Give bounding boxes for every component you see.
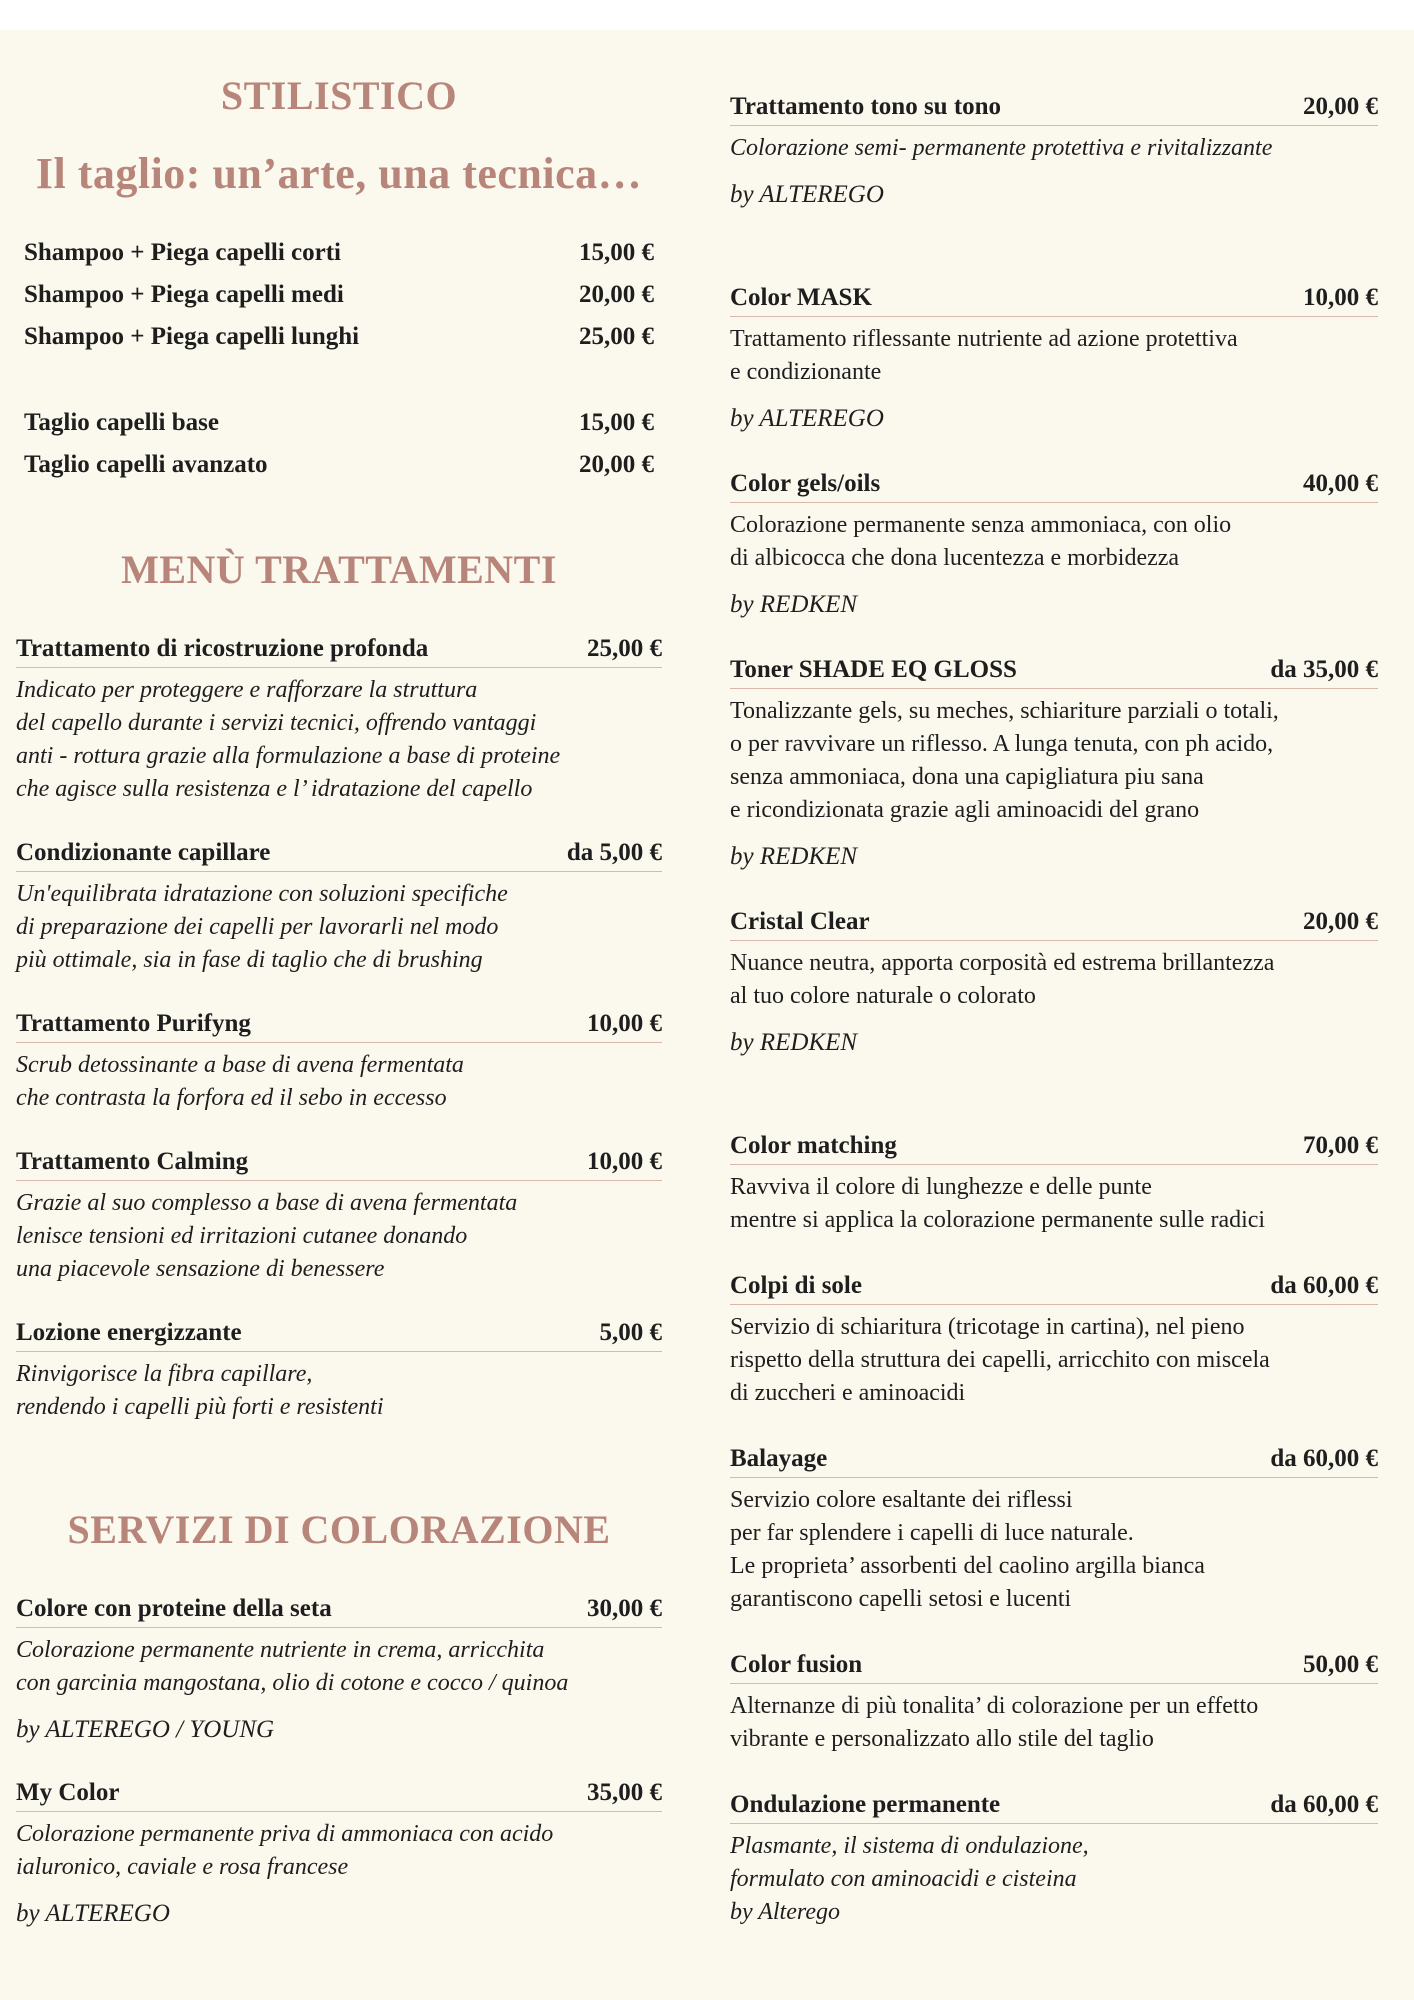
service-price: 15,00 € xyxy=(579,409,654,437)
menu-item xyxy=(730,1269,1378,1410)
item-price: 25,00 € xyxy=(587,635,662,663)
service-price: 20,00 € xyxy=(579,281,654,309)
item-header xyxy=(16,1316,662,1352)
item-name: Color MASK xyxy=(730,284,872,311)
item-description: Tonalizzante gels, su meches, schiariture parziali o totali, o per ravvivare un riflesso. A lunga tenuta, con ph acido, senza ammoniaca, dona una capigliatura piu sana e ricondizionata grazie agli aminoacidi del grano xyxy=(730,698,1279,823)
item-header xyxy=(730,1269,1378,1305)
shampoo-price-list xyxy=(16,232,662,486)
item-name: Lozione energizzante xyxy=(16,1319,242,1347)
section-title-stilistico: STILISTICO xyxy=(220,73,458,118)
item-description: Indicato per proteggere e rafforzare la struttura del capello durante i servizi tecnici, offrendo vantaggi anti - rottura grazie alla formulazione a base di proteine che agisce sulla resistenza e l’ idratazione del capello xyxy=(16,677,561,803)
item-brand: by ALTEREGO / YOUNG xyxy=(16,1716,275,1744)
item-name: Balayage xyxy=(730,1445,828,1472)
item-brand: by REDKEN xyxy=(730,591,858,618)
item-description: Alternanze di più tonalita’ di colorazione per un effetto vibrante e personalizzato allo stile del taglio xyxy=(730,1693,1259,1752)
menu-item xyxy=(730,905,1378,1059)
menu-item xyxy=(730,1442,1378,1616)
spacer xyxy=(24,358,654,402)
item-header xyxy=(16,1145,662,1181)
item-price: 35,00 € xyxy=(587,1779,662,1807)
item-price: da 60,00 € xyxy=(1270,1272,1378,1299)
item-price: da 35,00 € xyxy=(1270,656,1378,683)
item-name: My Color xyxy=(16,1779,120,1807)
section-title-trattamenti: MENÙ TRATTAMENTI xyxy=(121,547,557,593)
item-name: Trattamento Calming xyxy=(16,1148,249,1176)
item-description: Scrub detossinante a base di avena fermentata che contrasta la forfora ed il sebo in eccesso xyxy=(16,1052,464,1112)
item-price: 20,00 € xyxy=(1303,908,1378,935)
service-name: Shampoo + Piega capelli corti xyxy=(24,239,341,267)
item-price: 20,00 € xyxy=(1303,93,1378,120)
menu-item xyxy=(730,1129,1378,1237)
item-name: Ondulazione permanente xyxy=(730,1791,1001,1818)
service-name: Shampoo + Piega capelli lunghi xyxy=(24,323,360,351)
menu-item xyxy=(730,1648,1378,1756)
item-header xyxy=(16,632,662,668)
item-header xyxy=(16,1776,662,1812)
item-description: Colorazione permanente priva di ammoniaca con acido ialuronico, caviale e rosa francese xyxy=(16,1821,554,1881)
item-name: Trattamento tono su tono xyxy=(730,93,1002,120)
price-row xyxy=(24,232,654,274)
service-price: 20,00 € xyxy=(579,451,654,479)
price-row xyxy=(24,444,654,486)
service-name: Shampoo + Piega capelli medi xyxy=(24,281,344,309)
right-column xyxy=(730,90,1378,1961)
item-description: Nuance neutra, apporta corposità ed estrema brillantezza al tuo colore naturale o colorato xyxy=(730,950,1275,1009)
item-header xyxy=(730,1648,1378,1684)
item-price: 10,00 € xyxy=(587,1010,662,1038)
service-price: 15,00 € xyxy=(579,239,654,267)
item-header xyxy=(730,467,1378,503)
item-header xyxy=(16,836,662,872)
item-brand: by REDKEN xyxy=(730,843,858,870)
item-price: 30,00 € xyxy=(587,1595,662,1623)
menu-item xyxy=(16,1316,662,1424)
item-price: da 5,00 € xyxy=(566,839,662,867)
menu-item xyxy=(16,1007,662,1115)
item-description: Trattamento riflessante nutriente ad azione protettiva e condizionante xyxy=(730,326,1238,385)
menu-item xyxy=(730,467,1378,621)
price-row xyxy=(24,316,654,358)
left-column xyxy=(16,30,662,1960)
item-name: Color matching xyxy=(730,1132,897,1159)
item-description: Colorazione permanente nutriente in crema, arricchita con garcinia mangostana, olio di cotone e cocco / quinoa xyxy=(16,1637,569,1697)
item-description: Un'equilibrata idratazione con soluzioni specifiche di preparazione dei capelli per lavorarli nel modo più ottimale, sia in fase di taglio che di brushing xyxy=(16,881,508,974)
item-header xyxy=(730,653,1378,689)
item-price: 10,00 € xyxy=(1303,284,1378,311)
menu-item xyxy=(16,1592,662,1746)
item-price: 50,00 € xyxy=(1303,1651,1378,1678)
menu-item xyxy=(730,1788,1378,1929)
item-name: Color fusion xyxy=(730,1651,863,1678)
item-description: Colorazione permanente senza ammoniaca, con olio di albicocca che dona lucentezza e morbidezza xyxy=(730,512,1232,571)
service-name: Taglio capelli base xyxy=(24,409,219,437)
tagline: Il taglio: un’arte, una tecnica… xyxy=(35,149,643,198)
item-price: 40,00 € xyxy=(1303,470,1378,497)
menu-item xyxy=(730,90,1378,211)
item-header xyxy=(730,281,1378,317)
item-description: Servizio colore esaltante dei riflessi per far splendere i capelli di luce naturale. Le proprieta’ assorbenti del caolino argilla bianca garantiscono capelli setosi e lucenti xyxy=(730,1487,1205,1612)
item-name: Colore con proteine della seta xyxy=(16,1595,332,1623)
menu-page xyxy=(0,30,1414,2000)
item-brand: by ALTEREGO xyxy=(730,181,884,208)
item-name: Toner SHADE EQ GLOSS xyxy=(730,656,1017,683)
item-description: Plasmante, il sistema di ondulazione, formulato con aminoacidi e cisteina by Alterego xyxy=(730,1833,1089,1925)
item-description: Grazie al suo complesso a base di avena fermentata lenisce tensioni ed irritazioni cutanee donando una piacevole sensazione di benessere xyxy=(16,1190,518,1283)
item-price: 10,00 € xyxy=(587,1148,662,1176)
item-header xyxy=(730,1129,1378,1165)
menu-item xyxy=(16,836,662,977)
price-row xyxy=(24,402,654,444)
item-description: Servizio di schiaritura (tricotage in cartina), nel pieno rispetto della struttura dei capelli, arricchito con miscela di zuccheri e aminoacidi xyxy=(730,1314,1270,1406)
section-title-colorazione: SERVIZI DI COLORAZIONE xyxy=(67,1507,611,1553)
item-name: Condizionante capillare xyxy=(16,839,271,867)
item-brand: by ALTEREGO xyxy=(16,1900,170,1928)
item-header xyxy=(730,905,1378,941)
item-header xyxy=(730,1788,1378,1824)
item-name: Trattamento di ricostruzione profonda xyxy=(16,635,429,663)
item-description: Colorazione semi- permanente protettiva e rivitalizzante xyxy=(730,135,1273,161)
item-name: Colpi di sole xyxy=(730,1272,862,1299)
item-description: Ravviva il colore di lunghezze e delle punte mentre si applica la colorazione permanente sulle radici xyxy=(730,1174,1266,1233)
service-name: Taglio capelli avanzato xyxy=(24,451,268,479)
service-price: 25,00 € xyxy=(579,323,654,351)
menu-item xyxy=(730,281,1378,435)
item-price: 70,00 € xyxy=(1303,1132,1378,1159)
menu-item xyxy=(730,653,1378,873)
item-header xyxy=(730,90,1378,126)
item-header xyxy=(16,1592,662,1628)
item-header xyxy=(730,1442,1378,1478)
menu-item xyxy=(16,632,662,806)
item-name: Trattamento Purifyng xyxy=(16,1010,251,1038)
item-price: 5,00 € xyxy=(599,1319,662,1347)
item-price: da 60,00 € xyxy=(1270,1791,1378,1818)
price-row xyxy=(24,274,654,316)
menu-item xyxy=(16,1776,662,1930)
item-price: da 60,00 € xyxy=(1270,1445,1378,1472)
item-header xyxy=(16,1007,662,1043)
menu-item xyxy=(16,1145,662,1286)
item-name: Cristal Clear xyxy=(730,908,870,935)
item-brand: by REDKEN xyxy=(730,1029,858,1056)
item-description: Rinvigorisce la fibra capillare, rendendo i capelli più forti e resistenti xyxy=(16,1361,384,1421)
item-name: Color gels/oils xyxy=(730,470,881,497)
item-brand: by ALTEREGO xyxy=(730,405,884,432)
